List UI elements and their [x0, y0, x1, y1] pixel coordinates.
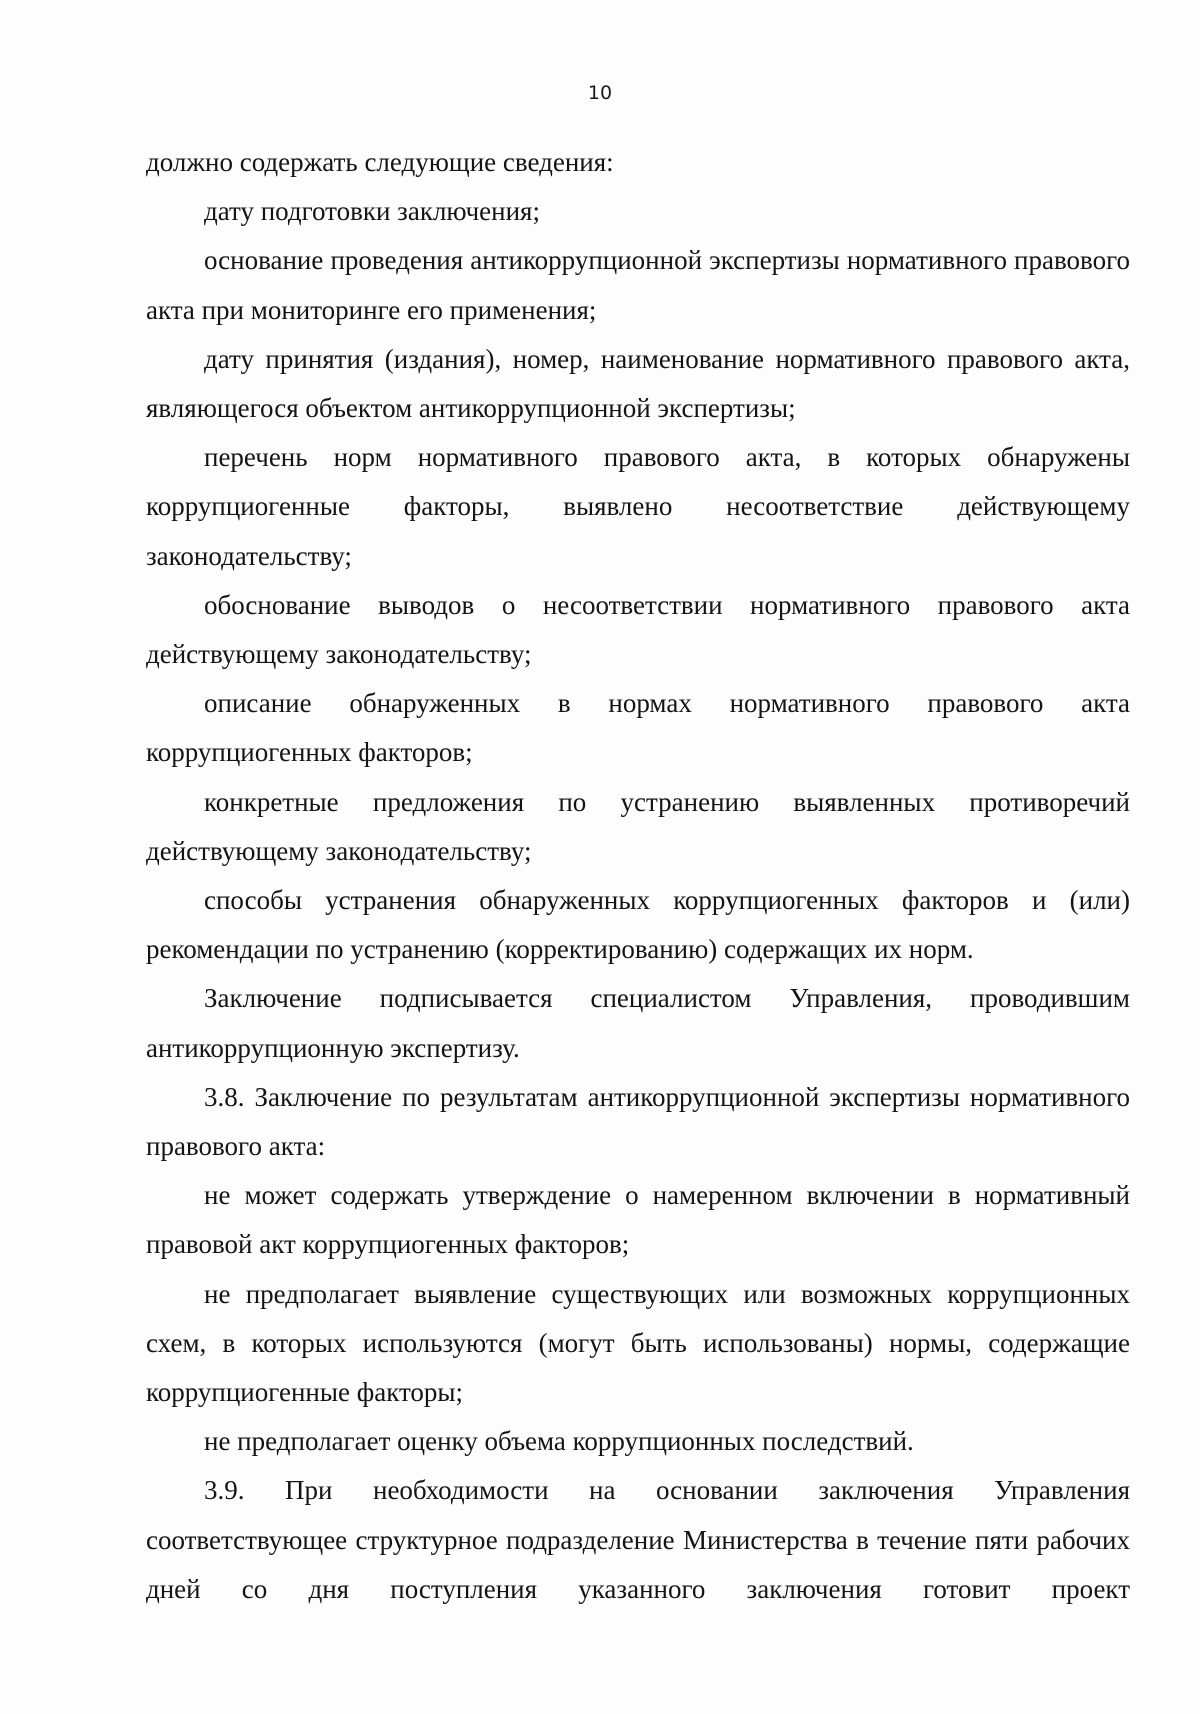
paragraph: способы устранения обнаруженных коррупциогенных факторов и (или) рекомендации по устранению (корректированию) содержащих их норм. [146, 885, 1130, 965]
paragraph: обоснование выводов о несоответствии нормативного правового акта действующему законодательству; [146, 589, 1130, 670]
paragraph: 3.8. Заключение по результатам антикоррупционной экспертизы нормативного правового акта: [146, 1081, 1130, 1162]
paragraph: не предполагает оценку объема коррупционных последствий. [204, 1426, 914, 1457]
paragraph: основание проведения антикоррупционной экспертизы нормативного правового акта при мониторинге его применения; [146, 245, 1130, 325]
paragraph: дату подготовки заключения; [204, 196, 540, 227]
paragraph: не предполагает выявление существующих или возможных коррупционных схем, в которых используются (могут быть использованы) нормы, содержащие коррупциогенные факторы; [146, 1278, 1130, 1408]
document-body [146, 138, 1130, 1614]
paragraph: Заключение подписывается специалистом Управления, проводившим антикоррупционную экспертизу. [146, 983, 1130, 1063]
paragraph: перечень норм нормативного правового акта, в которых обнаружены коррупциогенные факторы, выявлено несоответствие действующему законодательству; [146, 442, 1130, 571]
paragraph: не может содержать утверждение о намеренном включении в нормативный правовой акт коррупциогенных факторов; [146, 1180, 1130, 1260]
paragraph: описание обнаруженных в нормах нормативного правового акта коррупциогенных факторов; [146, 688, 1130, 768]
paragraph: дату принятия (издания), номер, наименование нормативного правового акта, являющегося объектом антикоррупционной экспертизы; [146, 343, 1130, 424]
page-number: 10 [587, 82, 613, 104]
paragraph: 3.9. При необходимости на основании заключения Управления соответствующее структурное подразделение Министерства в течение пяти рабочих дней со дня поступления указанного заключения готовит проект [146, 1475, 1130, 1604]
paragraph: конкретные предложения по устранению выявленных противоречий действующему законодательству; [146, 786, 1130, 866]
paragraph: должно содержать следующие сведения: [146, 147, 614, 177]
